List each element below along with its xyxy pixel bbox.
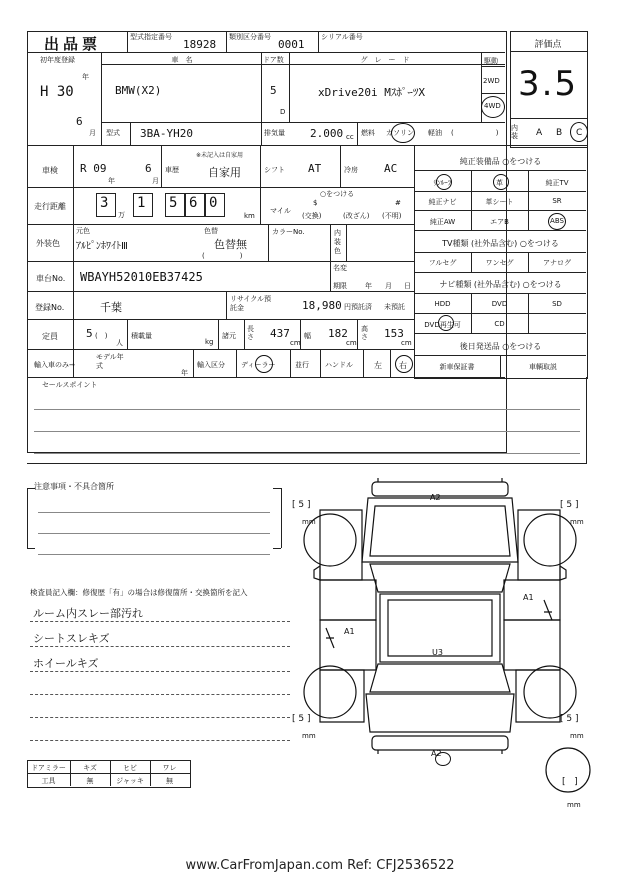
category-label: 類別区分番号 <box>229 33 271 41</box>
inspection-label: 車検 <box>42 166 58 175</box>
mirror-scratch: キズ <box>83 764 97 772</box>
recycle-label: リサイクル預託金 <box>230 295 272 312</box>
width: 182 <box>328 327 348 340</box>
car-name: BMW(X2) <box>115 84 162 97</box>
equip-sr: SR <box>552 197 562 205</box>
history: 自家用 <box>208 166 241 179</box>
mileage-exchange: (交換) <box>302 212 322 220</box>
equip-sunroof: ｻﾝﾙｰﾌ <box>433 179 452 187</box>
tire-rear-left <box>304 666 356 718</box>
mile-label: マイル <box>270 207 291 215</box>
tire-depth-fl: [ 5 ] <box>292 500 311 510</box>
mileage-digit-3: 5 <box>169 195 178 211</box>
sales-point-label: セールスポイント <box>42 381 98 389</box>
tire-depth-rl: [ 5 ] <box>292 714 311 724</box>
car-name-label: 車 名 <box>171 56 193 64</box>
import-div-label: 輸入区分 <box>197 361 225 369</box>
displacement-label: 排気量 <box>264 129 285 137</box>
note-line-2: シートスレキズ <box>33 632 110 645</box>
interior-a: A <box>536 128 543 138</box>
damage-a2-top: A2 <box>430 493 441 502</box>
ac-label: 冷房 <box>344 166 358 174</box>
tools-label: 工具 <box>41 777 56 785</box>
type-label: 型式 <box>106 129 120 137</box>
navi-header: ナビ種類 (社外品含む) ○をつける <box>439 280 562 289</box>
drive-4wd-circle <box>481 96 505 118</box>
navi-sd: SD <box>552 300 562 308</box>
dimensions-label: 諸元 <box>222 332 236 340</box>
interior-c-circle <box>570 122 588 142</box>
tv-analog: アナログ <box>543 259 571 267</box>
ac: AC <box>384 162 398 175</box>
mileage-digit-2: 1 <box>137 195 146 211</box>
equip-leather: 革 <box>496 179 503 187</box>
vin-label: 車台No. <box>36 274 66 283</box>
tire-depth-rr: [ 5 ] <box>560 714 579 724</box>
equip-leather-seat: 革シート <box>485 198 514 206</box>
model-year-label: モデル年式 <box>96 353 124 370</box>
note-line-1: ルーム内スレー部汚れ <box>33 607 143 620</box>
grade-label: グ レ ー ド <box>360 56 410 64</box>
later-warranty: 新車保証書 <box>439 363 475 371</box>
mileage-digit-4: 6 <box>189 195 198 211</box>
navi-dvd: DVD <box>491 300 508 308</box>
note-line-3: ホイールキズ <box>33 657 99 670</box>
reg-label: 登録No. <box>35 303 65 312</box>
grade: xDrive20i MｽﾎﾟｰﾂX <box>318 86 425 99</box>
vin: WBAYH52010EB37425 <box>80 270 203 284</box>
later-manual: 車輌取説 <box>529 363 557 371</box>
load-label: 積載量 <box>131 332 152 340</box>
tire-front-right <box>524 514 576 566</box>
import-only-label: 輸入車のみ→ <box>34 361 75 369</box>
equip-abs: ABS <box>550 217 564 225</box>
recycle-fee: 18,980 <box>302 299 342 312</box>
tv-header: TV種類 (社外品含む) ○をつける <box>442 239 559 248</box>
color-no-label: カラーNo. <box>272 228 305 236</box>
history-label: 車歴 <box>165 166 179 174</box>
capacity-label: 定員 <box>42 332 58 341</box>
inspection-era: R 09 <box>80 162 107 175</box>
navi-hdd: HDD <box>434 300 451 308</box>
tire-depth-fr: [ 5 ] <box>560 500 579 510</box>
drive-label: 駆動 <box>484 57 498 65</box>
height: 153 <box>384 327 404 340</box>
history-note: ※未記入は自家用 <box>196 152 244 159</box>
caution-label: 注意事項・不具合箇所 <box>34 482 114 491</box>
equip-aw: 純正AW <box>429 218 456 226</box>
score-value: 3.5 <box>517 64 579 104</box>
mileage-digit-1: 3 <box>100 195 109 211</box>
tools-value: 無 <box>86 777 94 785</box>
category: 0001 <box>278 38 305 51</box>
form-title: 出品票 <box>44 35 102 53</box>
equip-header: 純正装備品 ○をつける <box>459 157 542 166</box>
first-reg-label: 初年度登録 <box>40 56 75 64</box>
navi-dvd-play: DVD再生可 <box>424 321 461 329</box>
fuel-circle <box>391 123 415 143</box>
handle-label: ハンドル <box>325 361 353 369</box>
repaint: 色替無 <box>214 238 247 251</box>
model-code-label: 型式指定番号 <box>130 33 172 41</box>
handle-right-circle <box>395 355 413 373</box>
equip-tv: 純正TV <box>545 179 569 187</box>
registration: 千葉 <box>100 301 122 314</box>
equip-navi: 純正ナビ <box>428 198 457 206</box>
drive-2wd: 2WD <box>483 77 500 85</box>
mileage-label: 走行距離 <box>34 202 66 211</box>
tv-fullseg: フルセグ <box>428 259 457 267</box>
mileage-tamper: (改ざん) <box>343 212 370 220</box>
fuel-label: 燃料 <box>361 129 375 137</box>
dealer-circle <box>255 355 273 373</box>
capacity: 5 <box>86 327 93 340</box>
original-color: ｱﾙﾋﾟﾝﾎﾜｲﾄⅢ <box>76 241 128 252</box>
damage-a1-right: A1 <box>523 593 534 602</box>
fuel-diesel: 軽油 <box>428 129 442 137</box>
jack-value: 無 <box>166 777 173 785</box>
later-header: 後日発送品 ○をつける <box>459 342 542 351</box>
doors-label: ドア数 <box>263 56 284 64</box>
import-dealer: ディーラー <box>241 361 276 369</box>
shift: AT <box>308 162 322 175</box>
import-parallel: 並行 <box>295 361 309 369</box>
handle-right: 右 <box>399 361 407 370</box>
inspector-label: 検査員記入欄：修復歴「有」の場合は修復箇所・交換箇所を記入 <box>30 588 248 597</box>
shift-label: シフト <box>264 166 285 174</box>
length: 437 <box>270 327 290 340</box>
name-change-label: 名変 <box>333 264 347 272</box>
type: 3BA-YH20 <box>140 127 193 140</box>
serial-label: シリアル番号 <box>321 33 363 41</box>
navi-cd: CD <box>494 320 505 328</box>
color-label: 外装色 <box>36 239 60 248</box>
footer-watermark: www.CarFromJapan.com Ref: CFJ2536522 <box>185 858 455 873</box>
interior-label: 内装 <box>511 124 518 140</box>
mirror-door: ドアミラー <box>31 764 66 772</box>
model-code: 18928 <box>183 38 217 51</box>
damage-u3: U3 <box>432 648 443 657</box>
damage-a2-bottom: A2 <box>431 749 442 758</box>
displacement: 2.000 <box>310 127 344 140</box>
tire-depth-spare: [ ] <box>562 777 578 787</box>
equip-airbag: エアB <box>490 218 509 226</box>
inspection-month: 6 <box>145 162 152 175</box>
tire-rear-right <box>524 666 576 718</box>
tv-oneseg: ワンセグ <box>485 259 514 267</box>
handle-left: 左 <box>374 361 382 370</box>
mirror-break: ワレ <box>162 764 177 772</box>
jack-label: ジャッキ <box>116 777 144 785</box>
mileage-digit-5: 0 <box>209 195 218 211</box>
recycle-not-paid: 未預託 <box>384 303 405 311</box>
drive-4wd: 4WD <box>484 102 501 110</box>
first-reg-month: 6 <box>76 115 83 128</box>
first-reg-era: H 30 <box>40 84 74 100</box>
mirror-crack: ヒビ <box>123 764 137 772</box>
interior-c: C <box>576 128 583 138</box>
interior-color-label: 内装色 <box>334 229 341 255</box>
interior-b: B <box>556 128 563 138</box>
fuel-gasoline: ガソリン <box>386 129 414 137</box>
score-label: 評価点 <box>534 40 562 50</box>
damage-a1-left: A1 <box>344 627 355 636</box>
mileage-unknown: (不明) <box>382 212 402 220</box>
doors: 5 <box>270 84 277 97</box>
